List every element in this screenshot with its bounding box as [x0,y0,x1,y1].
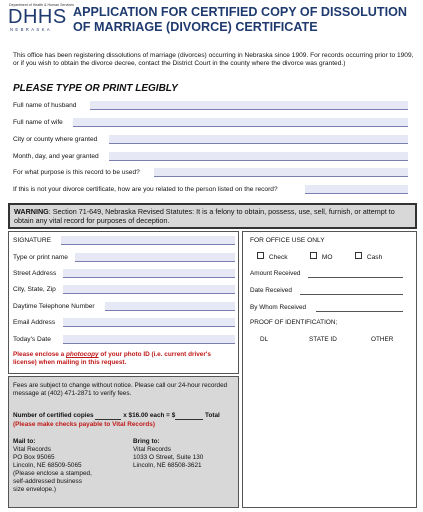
check-option: Check [257,252,288,261]
street-address-field [13,268,235,278]
office-use-title: FOR OFFICE USE ONLY [250,237,325,244]
mo-option: MO [310,252,332,261]
date-received-row [250,285,403,295]
bring-line: Lincoln, NE 68508-3621 [133,462,202,469]
check-checkbox[interactable] [257,252,264,259]
purpose-field [13,167,408,177]
id-col-state-id: STATE ID [309,336,337,343]
city-county-field [13,134,408,144]
dhhs-logo: DHHS [8,6,67,28]
city-state-zip-input[interactable] [63,285,235,294]
field-label: Full name of husband [13,102,77,109]
cash-checkbox[interactable] [355,252,362,259]
husband-name-field [13,100,408,110]
nebraska-wordmark: NEBRASKA [10,27,53,32]
email-field [13,317,235,327]
purpose-input[interactable] [154,168,408,177]
id-col-other: OTHER [371,336,394,343]
id-col-dl: DL [260,336,269,343]
signature-field [13,235,235,245]
warning-label: WARNING [14,207,49,216]
email-input[interactable] [63,318,235,327]
field-label: Email Address [13,319,56,326]
field-label: Today's Date [13,336,51,343]
copies-count-input[interactable] [95,419,121,420]
field-label: City or county where granted [13,136,98,143]
mail-line: (Please enclose a stamped, [13,470,92,477]
row-label: Amount Received [250,270,301,277]
copies-count-line [13,412,235,420]
mail-line: size envelope.) [13,486,56,493]
wife-name-field [13,117,408,127]
bring-line: Vital Records [133,446,171,453]
amount-received-row [250,268,403,278]
bring-line: 1033 O Street, Suite 130 [133,454,204,461]
checks-payable-note: (Please make checks payable to Vital Records) [13,421,155,428]
field-label: City, State, Zip [13,286,56,293]
field-label: Type or print name [13,254,68,261]
field-label: If this is not your divorce certificate, how are you related to the person listed on the record? [13,186,278,193]
mail-line: self-addressed business [13,478,82,485]
todays-date-field [13,334,235,344]
proof-of-id-label: PROOF OF IDENTIFICATION; [250,319,338,326]
bring-to-block [133,438,237,470]
agency-name: Department of Health & Human Services [9,3,74,7]
date-granted-field [13,151,408,161]
number-copies-label: Number of certified copies [13,412,94,419]
mail-to-heading: Mail to: [13,438,36,445]
city-county-input[interactable] [109,135,408,144]
bring-to-heading: Bring to: [133,438,160,445]
mail-line: Lincoln, NE 68509-5065 [13,462,82,469]
wife-name-input[interactable] [73,118,408,127]
field-label: Full name of wife [13,119,63,126]
photo-id-note: Please enclose a photocopy of your photo ID (i.e. current driver's license) when mailing in this request. [13,351,211,366]
print-name-input[interactable] [75,253,235,262]
row-label: By Whom Received [250,304,307,311]
field-label: SIGNATURE [13,237,51,244]
street-address-input[interactable] [63,269,235,278]
relationship-field [13,184,408,194]
date-granted-input[interactable] [109,152,408,161]
page-title: APPLICATION FOR CERTIFIED COPY OF DISSOLUTION OF MARRIAGE (DIVORCE) CERTIFICATE [73,5,407,34]
photocopy-emphasis: photocopy [65,351,99,358]
mo-checkbox[interactable] [310,252,317,259]
phone-input[interactable] [105,302,235,311]
todays-date-input[interactable] [63,335,235,344]
total-amount-input[interactable] [175,419,203,420]
date-received-line [300,294,403,295]
field-label: Month, day, and year granted [13,153,99,160]
by-whom-line [316,311,403,312]
mail-line: PO Box 95065 [13,454,55,461]
relationship-input[interactable] [305,185,408,194]
warning-text: : Section 71-649, Nebraska Revised Statutes: It is a felony to obtain, possess, use, sell, furnish, or attempt to obtain any vital record for purposes of deception. [14,207,395,225]
total-label: Total [205,412,220,419]
husband-name-input[interactable] [90,101,408,110]
intro-paragraph: This office has been registering dissolutions of marriage (divorces) occurring in Nebraska since 1909. For records occurring prior to 1909, or if you wish to obtain the divorce decree, contact the District Court in the county where the divorce was granted.) [13,52,414,67]
by-whom-row [250,302,403,312]
print-legibly-heading: PLEASE TYPE OR PRINT LEGIBLY [13,83,178,94]
print-name-field [13,252,235,262]
amount-received-line [308,277,403,278]
warning-box [8,203,417,229]
row-label: Date Received [250,287,292,294]
field-label: Street Address [13,270,57,277]
cash-option: Cash [355,252,382,261]
phone-field [13,301,235,311]
city-state-zip-field [13,284,235,294]
rate-label: x $16.00 each = $ [123,412,176,419]
fees-notice: Fees are subject to change without notice. Please call our 24-hour recorded message at (402) 471-2871 to verify fees. [13,382,228,397]
field-label: Daytime Telephone Number [13,303,95,310]
field-label: For what purpose is this record to be used? [13,169,140,176]
signature-input[interactable] [61,236,235,245]
mail-to-block [13,438,123,494]
mail-line: Vital Records [13,446,51,453]
